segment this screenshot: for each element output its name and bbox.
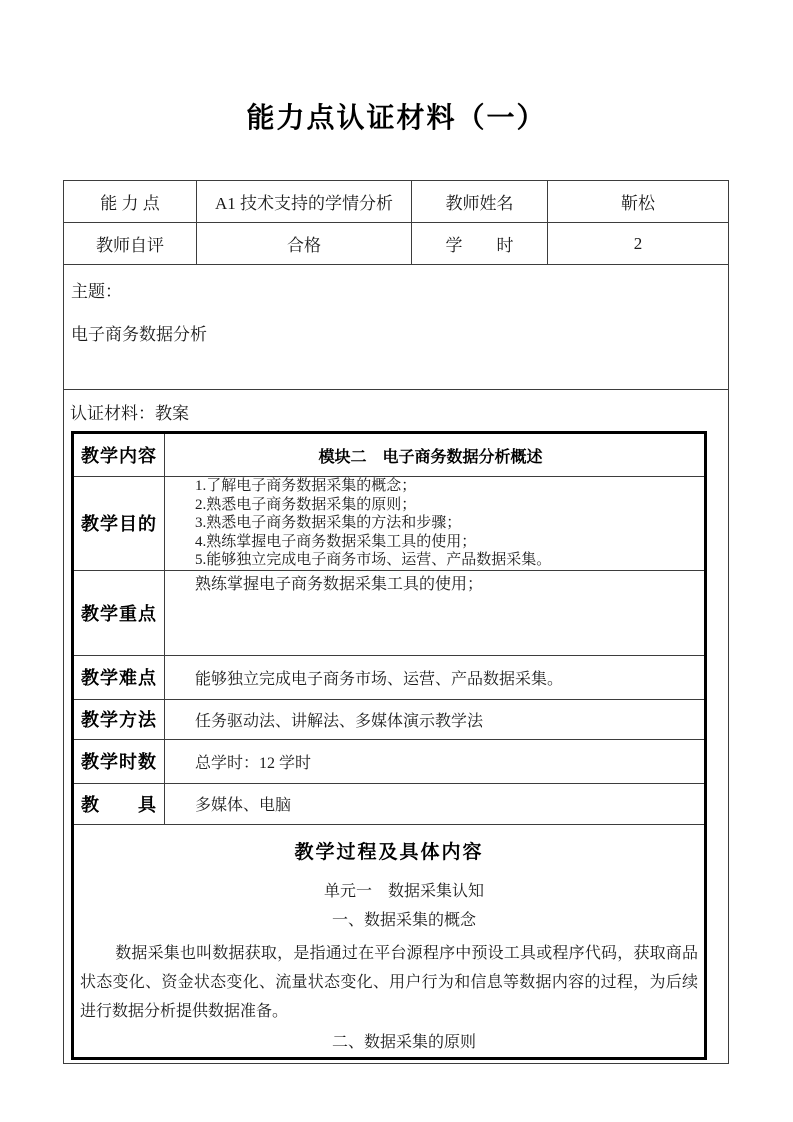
teaching-objectives-list [165, 477, 706, 571]
objective-item: 2.熟悉电子商务数据采集的原则； [195, 496, 417, 513]
teaching-hours-label: 教学时数 [73, 739, 165, 783]
objective-item: 4.熟练掌握电子商务数据采集工具的使用； [195, 533, 477, 550]
table-row [64, 265, 729, 390]
teaching-objectives-label: 教学目的 [73, 477, 165, 571]
self-evaluation-value: 合格 [197, 223, 412, 265]
teaching-method-value: 任务驱动法、讲解法、多媒体演示教学法 [165, 699, 706, 739]
table-row [64, 390, 729, 1064]
body-paragraph: 数据采集也叫数据获取，是指通过在平台源程序中预设工具或程序代码，获取商品状态变化、资金状态变化、流量状态变化、用户行为和信息等数据内容的过程，为后续进行数据分析提供数据准备。 [80, 944, 698, 1020]
objective-item: 3.熟悉电子商务数据采集的方法和步骤； [195, 515, 462, 531]
objective-item: 5.能够独立完成电子商务市场、运营、产品数据采集。 [195, 552, 552, 568]
certification-material-cell [64, 390, 729, 1064]
topic-cell [64, 265, 729, 390]
self-evaluation-label: 教师自评 [64, 223, 197, 265]
topic-value: 电子商务数据分析 [71, 325, 207, 344]
table-row [73, 699, 706, 739]
table-row [73, 783, 706, 824]
teaching-content-value: 模块二 电子商务数据分析概述 [165, 433, 706, 477]
table-row [73, 477, 706, 571]
teacher-name-label: 教师姓名 [412, 181, 548, 223]
class-hours-label: 学 时 [412, 223, 548, 265]
unit-heading: 单元一 数据采集认知 [323, 882, 484, 900]
teacher-name-value: 靳松 [548, 181, 729, 223]
teaching-difficulty-label: 教学难点 [73, 655, 165, 699]
table-row [64, 181, 729, 223]
objective-item: 1.了解电子商务数据采集的概念； [195, 478, 417, 494]
table-row [73, 824, 706, 1058]
teaching-process-title: 教学过程及具体内容 [294, 841, 484, 863]
capability-point-value: A1 技术支持的学情分析 [197, 181, 412, 223]
section-heading: 二、数据采集的原则 [331, 1033, 476, 1051]
certification-material-line: 认证材料：教案 [70, 404, 189, 423]
table-row [73, 655, 706, 699]
capability-point-label: 能 力 点 [64, 181, 197, 223]
teaching-process-cell [73, 824, 706, 1058]
info-table [63, 180, 729, 1064]
teaching-difficulty-value: 能够独立完成电子商务市场、运营、产品数据采集。 [165, 655, 706, 699]
class-hours-value: 2 [548, 223, 729, 265]
teaching-focus-value: 熟练掌握电子商务数据采集工具的使用； [165, 570, 706, 655]
teaching-content-label: 教学内容 [73, 433, 165, 477]
topic-label: 主题： [71, 282, 122, 301]
document-title: 能力点认证材料（一） [246, 103, 547, 134]
table-row [73, 433, 706, 477]
teaching-focus-label: 教学重点 [73, 570, 165, 655]
teaching-hours-value: 总学时：12 学时 [165, 739, 706, 783]
teaching-aids-value: 多媒体、电脑 [165, 783, 706, 824]
table-row [73, 570, 706, 655]
table-row [64, 223, 729, 265]
teaching-method-label: 教学方法 [73, 699, 165, 739]
table-row [73, 739, 706, 783]
teaching-aids-label: 教 具 [73, 783, 165, 824]
section-heading: 一、数据采集的概念 [331, 911, 476, 929]
lesson-plan-table [71, 431, 707, 1060]
